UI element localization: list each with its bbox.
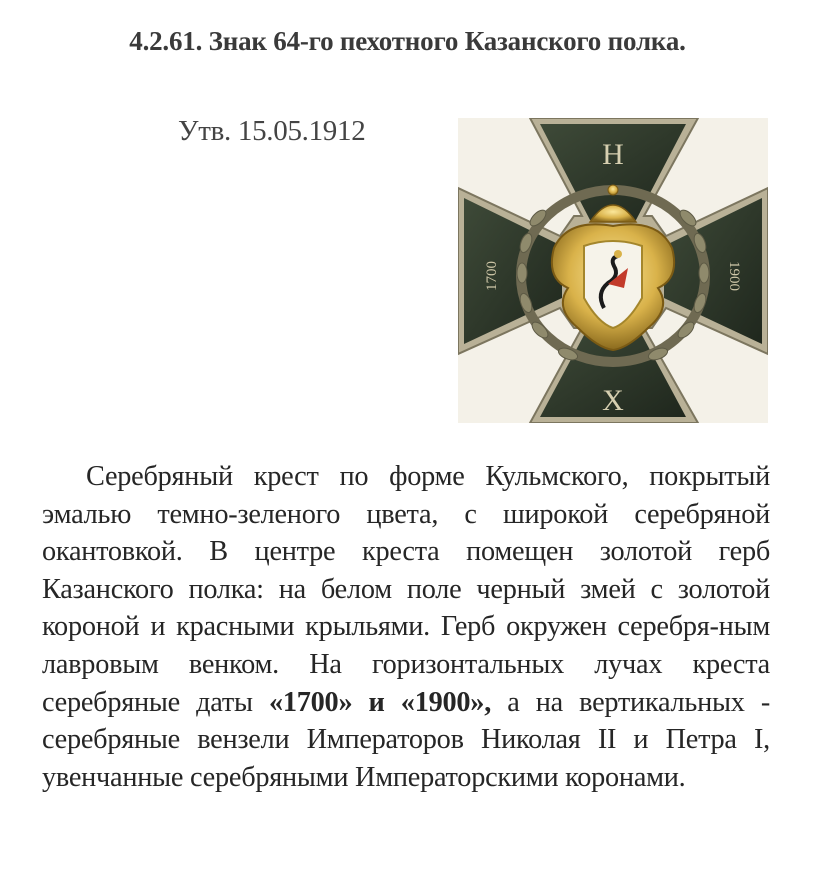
date-1700: «1700»: [268, 686, 353, 718]
left-date: 1700: [484, 261, 500, 291]
coat-of-arms: [552, 185, 674, 350]
right-date: 1900: [726, 261, 742, 291]
badge-image: [458, 118, 768, 423]
bottom-cipher: Х: [602, 384, 624, 417]
description: [42, 458, 770, 796]
date-1900: «1900»,: [400, 686, 492, 718]
page-title: 4.2.61. Знак 64-го пехотного Казанского полка.: [129, 26, 686, 56]
description-text-1: Серебряный крест по форме Кульмского, покрытый эмалью темно-зеленого цвета, с широкой серебряной окантовкой. В центре креста помещен золотой герб Казанского полка: на белом поле черный змей с золотой короной и красными крыльями. Герб окружен серебря-ным лавровым венком. На горизонтальных лучах креста серебряные даты: [42, 461, 770, 718]
and-word: и: [352, 686, 401, 718]
top-cipher: Н: [602, 138, 624, 171]
approval-date: Утв. 15.05.1912: [178, 115, 366, 147]
description-paragraph: [42, 458, 770, 796]
description-text-2: а на вертикальных - серебряные вензели Императоров Николая II и Петра I, увенчанные серебряными Императорскими коронами.: [42, 686, 770, 793]
badge-illustration: [458, 118, 768, 423]
